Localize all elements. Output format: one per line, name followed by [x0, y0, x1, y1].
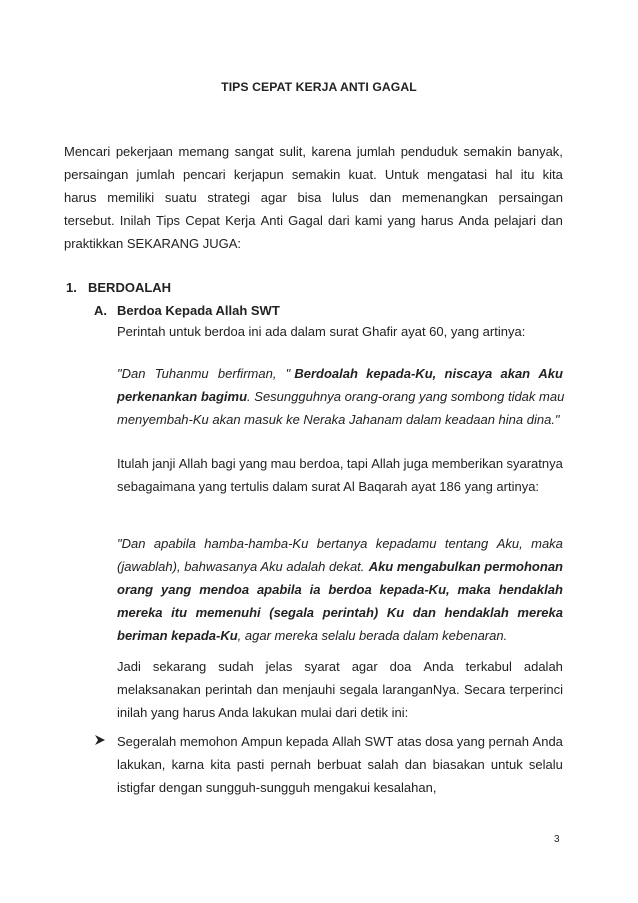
word: Gagal [288, 213, 323, 228]
word: dan [412, 605, 436, 620]
word: lulus [332, 190, 359, 205]
word: pencari [183, 167, 226, 182]
word: orang [117, 582, 154, 597]
quote-line [117, 389, 563, 405]
quote-line [117, 582, 563, 598]
word: kuat. [348, 167, 377, 182]
word: ia [309, 582, 321, 597]
quote-text: , agar mereka selalu berada dalam kebenaran. [237, 628, 508, 643]
quote-emphasis [294, 366, 563, 382]
word: Anda [532, 734, 563, 749]
word: pernah [270, 757, 311, 772]
arrow-bullet-icon [94, 734, 106, 749]
word: jumlah [356, 144, 396, 159]
word: memiliki [107, 190, 155, 205]
word: Anti [260, 213, 283, 228]
subsection-letter: A. [94, 303, 107, 318]
word: harus [420, 213, 454, 228]
word: selalu [528, 757, 563, 772]
bullet-line: istigfar dengan sungguh-sungguh mengakui kesalahan, [117, 780, 437, 795]
word: perintah [205, 682, 253, 697]
word: semakin [291, 167, 341, 182]
word: yang [456, 734, 485, 749]
word: banyak, [517, 144, 563, 159]
word: berfirman, [217, 366, 277, 381]
word: yang [161, 582, 192, 597]
word: Itulah [117, 456, 149, 471]
word: Secara [463, 682, 506, 697]
word: Cepat [185, 213, 220, 228]
word: berdoa, [299, 456, 344, 471]
word: dari [328, 213, 350, 228]
word: mau [270, 456, 296, 471]
word: kita [210, 757, 231, 772]
quote-line [117, 366, 563, 382]
word: pasti [236, 757, 265, 772]
word: Allah [371, 456, 401, 471]
intro-line [64, 144, 563, 160]
word: Inilah [119, 213, 151, 228]
quote-text [117, 366, 294, 382]
word: terperinci [509, 682, 563, 697]
intro-line [64, 167, 563, 183]
word: kepadamu [375, 536, 437, 551]
word: "Dan [117, 366, 146, 381]
body-line [117, 456, 563, 472]
word: harus [64, 190, 97, 205]
word: sekarang [152, 659, 207, 674]
word: sudah [218, 659, 254, 674]
word: melaksanakan [117, 682, 201, 697]
word: maka [531, 536, 563, 551]
intro-line [64, 213, 563, 229]
word: juga [403, 456, 429, 471]
word: memang [178, 144, 230, 159]
word: Jadi [117, 659, 141, 674]
word: kami [354, 213, 383, 228]
word: sulit, [279, 144, 306, 159]
section-heading: BERDOALAH [88, 280, 172, 295]
word: suatu [164, 190, 197, 205]
word: penduduk [400, 144, 458, 159]
word: karna [171, 757, 205, 772]
word: agar [351, 659, 378, 674]
word: niscaya [444, 366, 493, 381]
word: berbuat [317, 757, 362, 772]
word: kerjapun [233, 167, 284, 182]
word: dosa [425, 734, 454, 749]
word: apabila [153, 536, 196, 551]
word: bisa [297, 190, 322, 205]
word: Tips [155, 213, 181, 228]
body-line: Perintah untuk berdoa ini ada dalam surat Ghafir ayat 60, yang artinya: [117, 324, 526, 339]
word: karena [311, 144, 352, 159]
word: adalah [523, 659, 563, 674]
word: itu [520, 167, 535, 182]
word: strategi [207, 190, 251, 205]
word: SWT [364, 734, 394, 749]
word: agar [260, 190, 287, 205]
body-line: sebagaimana yang tertulis dalam surat Al Baqarah ayat 186 yang artinya: [117, 479, 540, 494]
word: kepada-Ku, [366, 366, 437, 381]
word: hamba-hamba-Ku [204, 536, 309, 551]
quote-emphasis: beriman kepada-Ku [117, 628, 238, 643]
body-line [117, 682, 563, 698]
word: yang [387, 213, 416, 228]
word: bagi [211, 456, 236, 471]
document-title: TIPS CEPAT KERJA ANTI GAGAL [221, 80, 417, 94]
word: bertanya [316, 536, 368, 551]
quote-line [117, 628, 507, 644]
word: untuk [490, 757, 523, 772]
bullet-line [117, 734, 563, 750]
word: dan [369, 190, 392, 205]
word: sangat [234, 144, 274, 159]
intro-line [64, 190, 563, 206]
word: apabila [256, 582, 302, 597]
word: jelas [265, 659, 293, 674]
word: memberikan [431, 456, 504, 471]
bullet-line [117, 757, 563, 773]
word: itu [171, 605, 188, 620]
word: hal [495, 167, 513, 182]
word: dan [541, 213, 563, 228]
word: Aku [538, 366, 563, 381]
word: Ku [386, 605, 405, 620]
word: yang [239, 456, 268, 471]
word: tersebut. [64, 213, 115, 228]
word: memohon [179, 734, 238, 749]
intro-line: praktikkan SEKARANG JUGA: [64, 236, 241, 251]
word: Berdoalah [294, 366, 358, 381]
subsection-heading: Berdoa Kepada Allah SWT [117, 303, 280, 318]
word: maka [457, 582, 491, 597]
page-number: 3 [554, 834, 560, 845]
word: memenuhi [195, 605, 261, 620]
word: biasakan [432, 757, 485, 772]
word: Allah [178, 456, 208, 471]
word: salah [367, 757, 399, 772]
word: mereka [517, 605, 563, 620]
quote-text: . Sesungguhnya orang-orang yang sombong tidak mau [247, 389, 565, 404]
word: perintah) [322, 605, 379, 620]
word: mengatasi [427, 167, 488, 182]
word: lakukan, [117, 757, 166, 772]
word: Tuhanmu [154, 366, 209, 381]
word: mendoa [199, 582, 250, 597]
word: kepada-Ku, [379, 582, 450, 597]
word: mereka [117, 605, 163, 620]
word: tapi [346, 456, 368, 471]
word: pekerjaan [115, 144, 173, 159]
word: semakin [463, 144, 512, 159]
word: terkabul [465, 659, 512, 674]
word: syarat [304, 659, 340, 674]
word: Kerja [225, 213, 256, 228]
body-line: inilah yang harus Anda lakukan mulai dari detik ini: [117, 705, 409, 720]
quote-line [117, 559, 563, 575]
quote-line [117, 536, 563, 552]
word: menjauhi [282, 682, 336, 697]
word: Aku, [496, 536, 523, 551]
word: " [285, 366, 291, 381]
word: Segeralah [117, 734, 177, 749]
word: laranganNya. [382, 682, 460, 697]
word: syaratnya [506, 456, 563, 471]
quote-emphasis: perkenankan bagimu [117, 389, 248, 404]
word: hendaklah [444, 605, 509, 620]
word: Anda [423, 659, 454, 674]
word: Allah [332, 734, 361, 749]
word: Mencari [64, 144, 111, 159]
word: segala [339, 682, 378, 697]
word: tentang [444, 536, 489, 551]
body-line [117, 659, 563, 675]
word: dan [404, 757, 427, 772]
word: Untuk [384, 167, 419, 182]
word: persaingan [498, 190, 563, 205]
word: (segala [269, 605, 315, 620]
word: berdoa [328, 582, 372, 597]
word: pelajari [494, 213, 536, 228]
word: Ampun [241, 734, 283, 749]
word: Anda [458, 213, 489, 228]
section-number: 1. [66, 280, 77, 295]
word: atas [396, 734, 422, 749]
word: memenangkan [401, 190, 488, 205]
word: jumlah [136, 167, 175, 182]
word: hendaklah [498, 582, 563, 597]
word: "Dan [117, 536, 146, 551]
word: persaingan [64, 167, 129, 182]
quote-line [117, 605, 563, 621]
word: doa [389, 659, 412, 674]
word: kepada [285, 734, 329, 749]
quote-text: (jawablah), bahwasanya Aku adalah dekat. [117, 559, 365, 574]
word: kita [542, 167, 563, 182]
word: dan [256, 682, 279, 697]
quote-emphasis: Aku mengabulkan permohonan [368, 559, 563, 574]
word: janji [152, 456, 176, 471]
word: pernah [488, 734, 530, 749]
quote-line: menyembah-Ku akan masuk ke Neraka Jahanam dalam keadaan hina dina." [117, 412, 560, 427]
word: akan [500, 366, 531, 381]
